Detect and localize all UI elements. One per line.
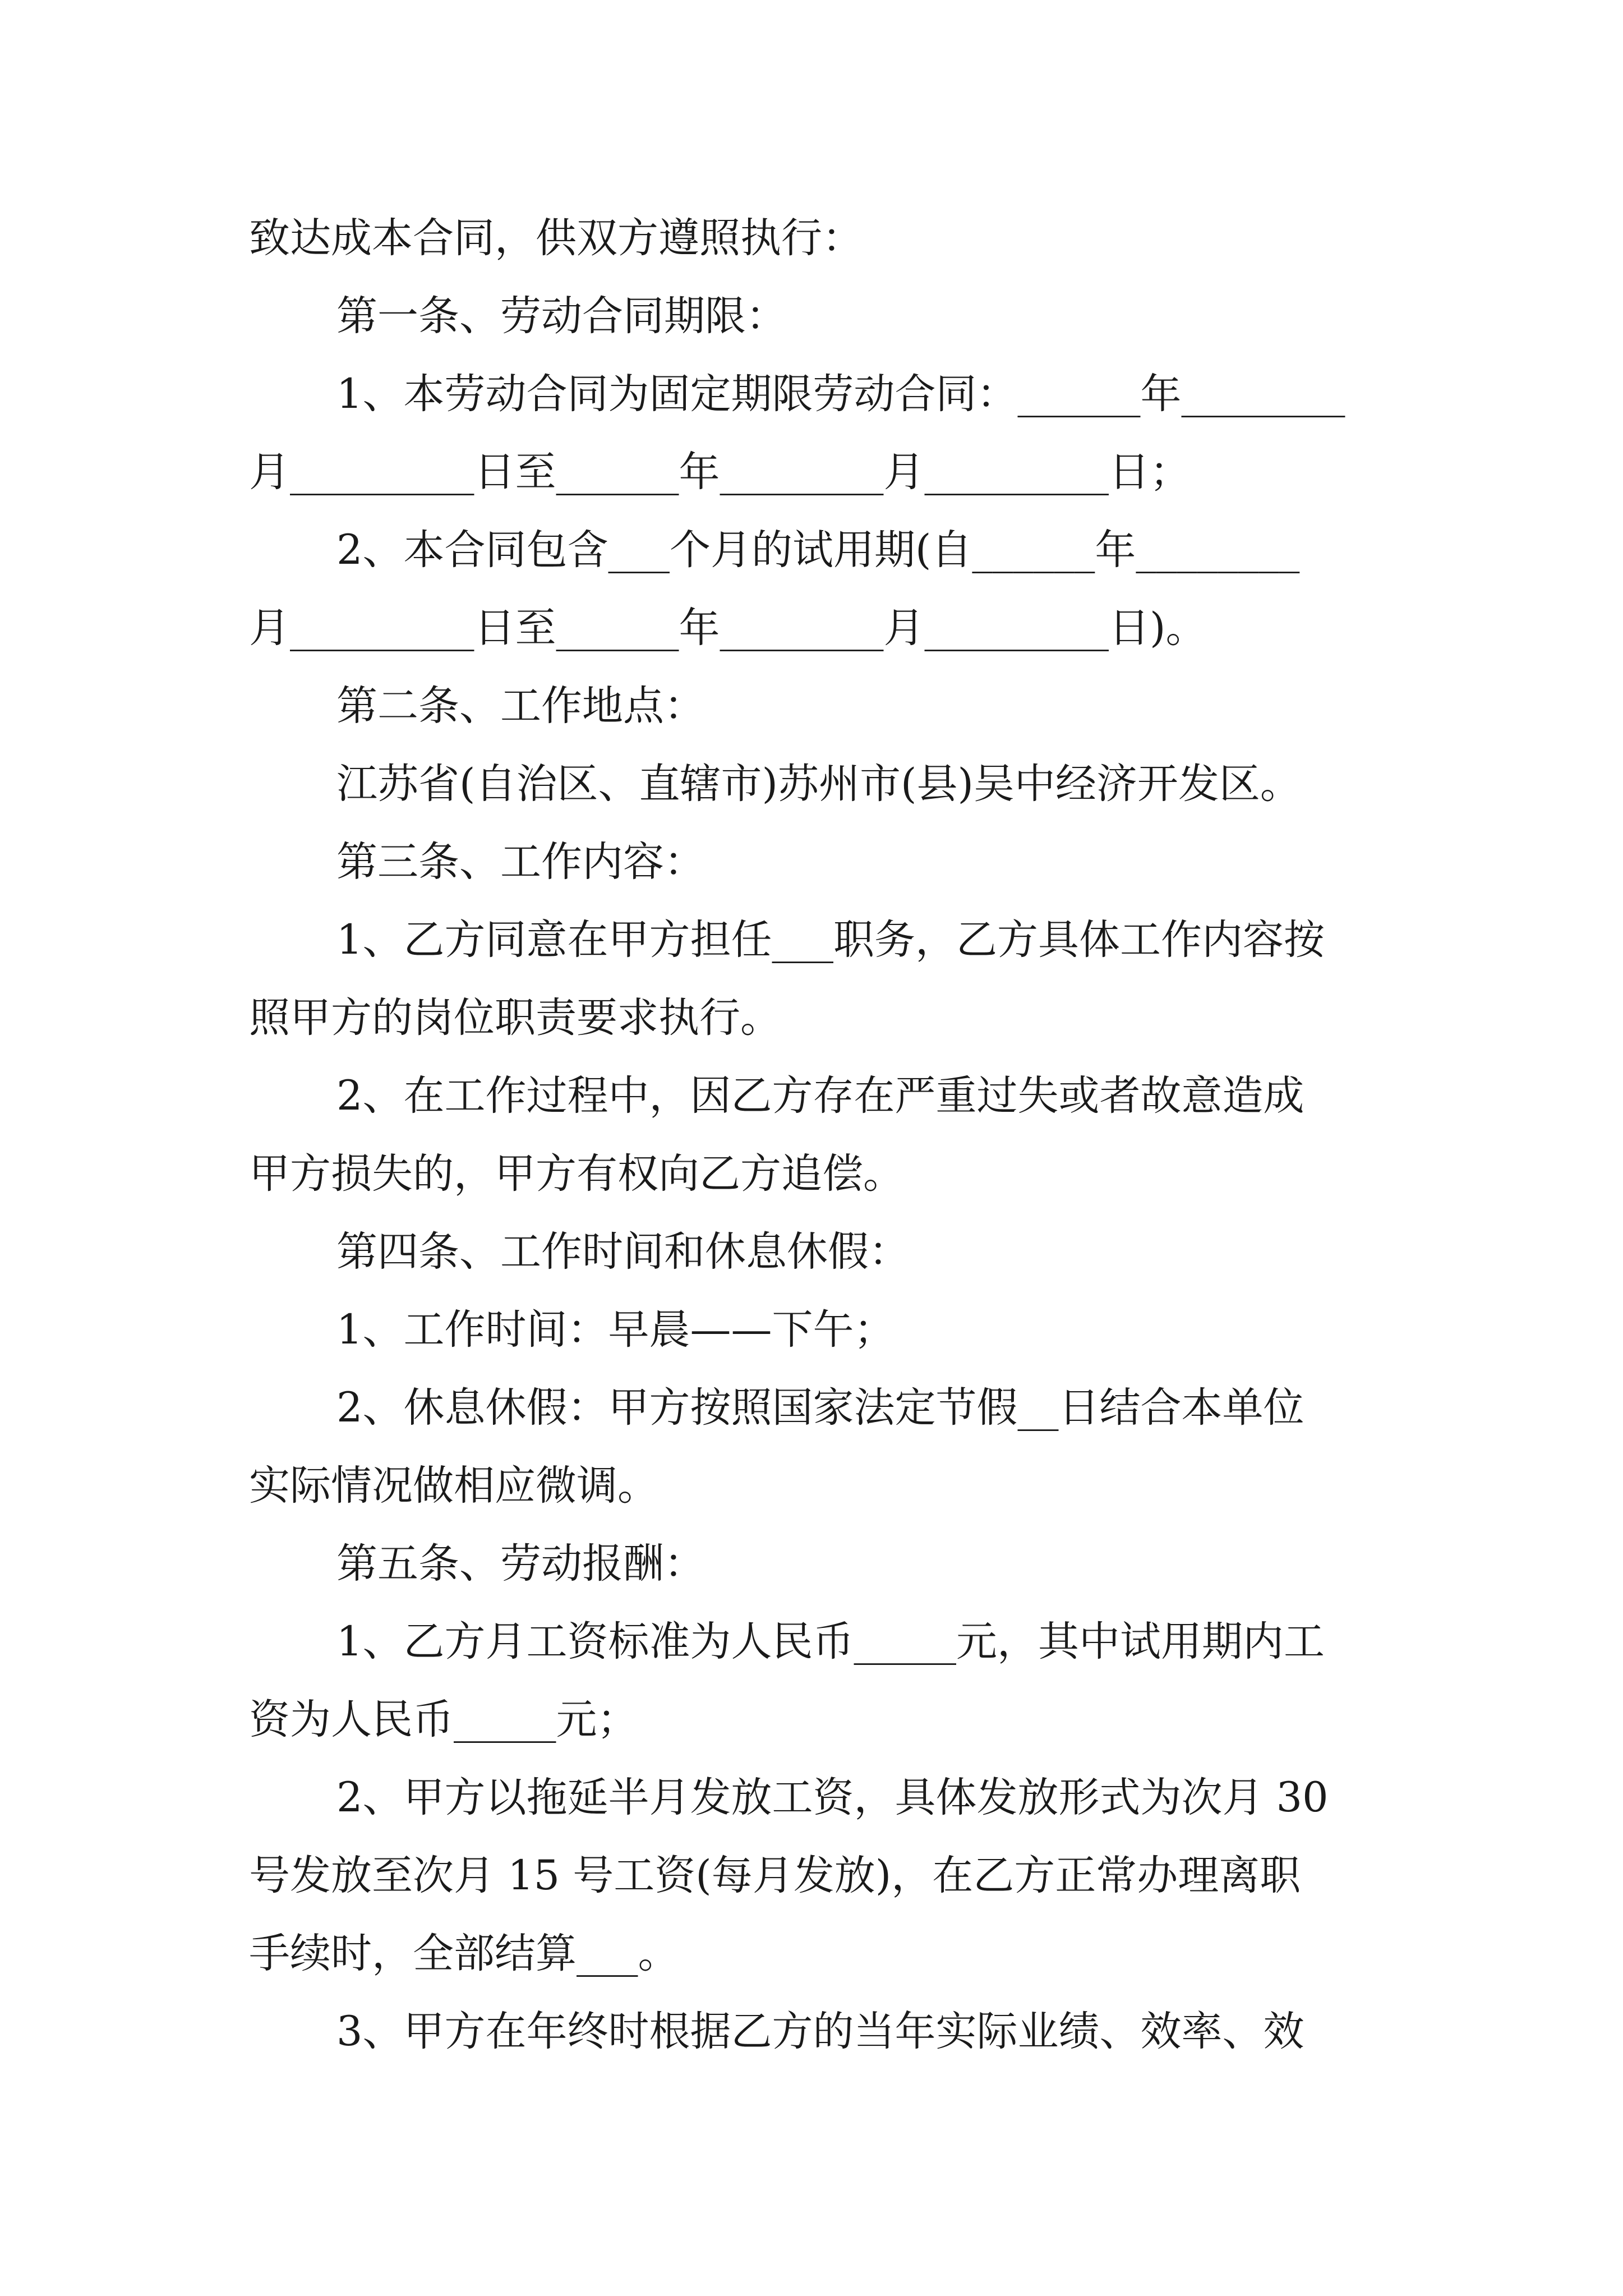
text-line: 致达成本合同，供双方遵照执行：	[249, 214, 863, 262]
text-line: 1、乙方月工资标准为人民币_____元，其中试用期内工	[336, 1618, 1325, 1665]
text-line: 1、本劳动合同为固定期限劳动合同：______年________	[336, 370, 1345, 418]
text-line: 手续时，全部结算___。	[249, 1930, 679, 1977]
text-line: 2、在工作过程中，因乙方存在严重过失或者故意造成	[336, 1072, 1304, 1120]
text-line: 2、甲方以拖延半月发放工资，具体发放形式为次月 30	[336, 1774, 1329, 1821]
text-line: 3、甲方在年终时根据乙方的当年实际业绩、效率、效	[336, 2008, 1304, 2055]
text-line: 第四条、工作时间和休息休假：	[336, 1228, 910, 1276]
text-line: 照甲方的岗位职责要求执行。	[249, 994, 781, 1042]
text-line: 实际情况做相应微调。	[249, 1462, 658, 1510]
text-line: 2、休息休假：甲方按照国家法定节假__日结合本单位	[336, 1384, 1304, 1432]
text-line: 第一条、劳动合同期限：	[336, 292, 787, 340]
text-line: 月_________日至______年________月_________日；	[249, 448, 1191, 496]
text-line: 资为人民币_____元；	[249, 1696, 638, 1743]
text-line: 第五条、劳动报酬：	[336, 1540, 705, 1588]
text-line: 第二条、工作地点：	[336, 682, 705, 730]
text-line: 1、乙方同意在甲方担任___职务，乙方具体工作内容按	[336, 916, 1325, 964]
text-line: 第三条、工作内容：	[336, 838, 705, 886]
text-line: 2、本合同包含___个月的试用期(自______年________	[336, 526, 1300, 574]
text-line: 1、工作时间：早晨——下午；	[336, 1306, 895, 1354]
text-line: 号发放至次月 15 号工资(每月发放)，在乙方正常办理离职	[249, 1852, 1301, 1899]
text-line: 江苏省(自治区、直辖市)苏州市(县)吴中经济开发区。	[336, 760, 1301, 808]
text-line: 甲方损失的，甲方有权向乙方追偿。	[249, 1150, 904, 1198]
text-line: 月_________日至______年________月_________日)。	[249, 604, 1207, 652]
